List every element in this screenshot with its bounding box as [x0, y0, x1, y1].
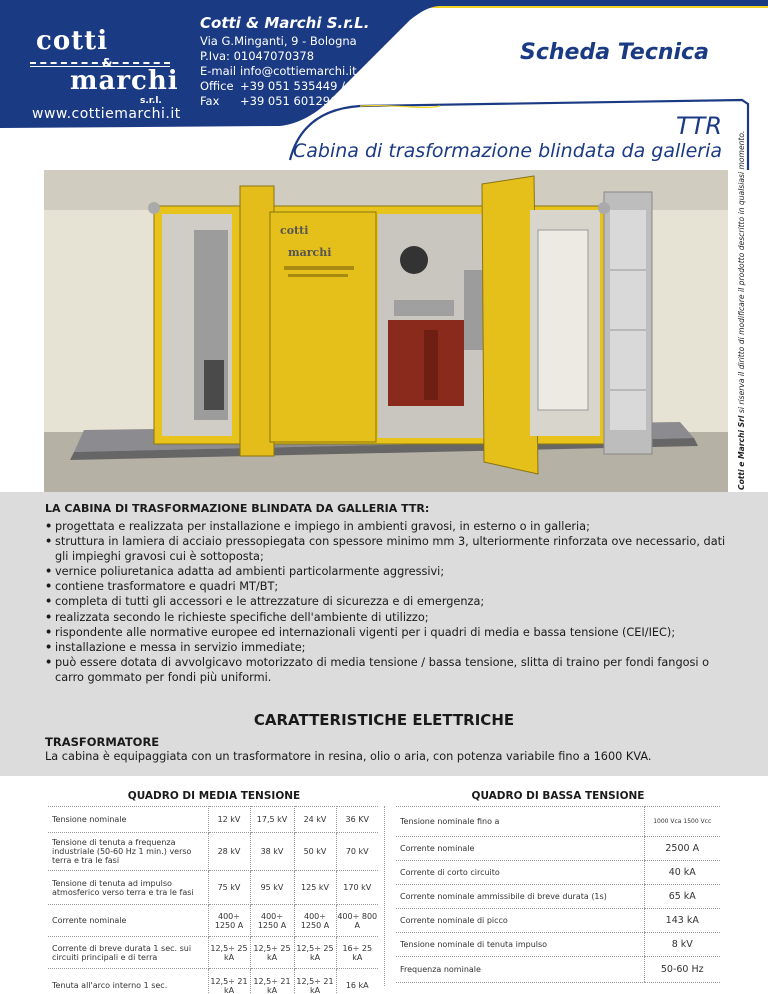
- fax-row: [200, 94, 453, 109]
- transformer-title: TRASFORMATORE: [45, 735, 160, 749]
- bt-label: Tensione nominale fino a: [396, 807, 644, 837]
- mt-table-title: QUADRO DI MEDIA TENSIONE: [127, 790, 301, 802]
- mt-value: 12,5÷ 21 kA: [250, 969, 294, 994]
- product-photo: [44, 170, 728, 492]
- product-code: TTR: [676, 112, 722, 140]
- table-row: [48, 969, 378, 994]
- mt-value: 12,5÷ 25 kA: [294, 937, 336, 969]
- piva: P.Iva: 01047070378: [200, 49, 315, 63]
- mt-value: 75 kV: [208, 871, 250, 905]
- feature-item: • struttura in lamiera di acciaio pressopiegata con spessore minimo mm 3, ulteriormente rinforzata ove necessario, dati gli impieghi gravosi cui è sottoposta;: [45, 534, 735, 564]
- bt-label: Corrente nominale di picco: [396, 909, 644, 933]
- feature-item: • può essere dotata di avvolgicavo motorizzato di media tensione / bassa tensione, slitta di traino per fondi fangosi o carro gommato per fondi più uniformi.: [45, 655, 735, 685]
- email-label: E-mail: [200, 64, 237, 78]
- table-row: [396, 885, 720, 909]
- feature-item: • vernice poliuretanica adatta ad ambienti particolarmente aggressivi;: [45, 564, 735, 579]
- table-row: [48, 905, 378, 937]
- mt-label: Tensione di tenuta a frequenza industriale (50-60 Hz 1 min.) verso terra e tra le fasi: [48, 833, 208, 871]
- bt-label: Frequenza nominale: [396, 957, 644, 983]
- table-row: [396, 807, 720, 837]
- table-row: [396, 909, 720, 933]
- address: Via G.Minganti, 9 - Bologna: [200, 34, 357, 48]
- features-heading: LA CABINA DI TRASFORMAZIONE BLINDATA DA GALLERIA TTR:: [45, 502, 430, 515]
- features-section: [0, 492, 768, 776]
- feature-item: • completa di tutti gli accessori e le attrezzature di sicurezza e di emergenza;: [45, 594, 735, 609]
- logo-ampersand: &: [102, 56, 113, 70]
- mt-value: 36 KV: [336, 807, 378, 833]
- email-link[interactable]: info@cottiemarchi.it: [240, 64, 357, 78]
- mt-value: 400÷ 1250 A: [294, 905, 336, 937]
- mt-value: 400÷ 1250 A: [208, 905, 250, 937]
- mt-value: 16÷ 25 kA: [336, 937, 378, 969]
- mt-value: 12,5÷ 25 kA: [208, 937, 250, 969]
- document-type: Scheda Tecnica: [520, 40, 709, 65]
- mt-value: 50 kV: [294, 833, 336, 871]
- mt-value: 170 kV: [336, 871, 378, 905]
- logo-text-bottom: marchi: [70, 66, 179, 96]
- disclaimer-note: [737, 131, 746, 490]
- office-row: [200, 79, 453, 94]
- electrical-title: CARATTERISTICHE ELETTRICHE: [253, 711, 515, 729]
- mt-label: Tenuta all'arco interno 1 sec.: [48, 969, 208, 994]
- table-row: [48, 871, 378, 905]
- mt-label: Corrente di breve durata 1 sec. sui circuiti principali e di terra: [48, 937, 208, 969]
- bt-label: Corrente di corto circuito: [396, 861, 644, 885]
- mt-value: 16 kA: [336, 969, 378, 994]
- feature-item: • contiene trasformatore e quadri MT/BT;: [45, 579, 735, 594]
- photo-logo-top: cotti: [280, 224, 309, 237]
- mt-value: 400÷ 800 A: [336, 905, 378, 937]
- bt-label: Corrente nominale ammissibile di breve durata (1s): [396, 885, 644, 909]
- mt-value: 17,5 kV: [250, 807, 294, 833]
- bt-value: 2500 A: [644, 837, 720, 861]
- office-label: Office: [200, 79, 234, 93]
- table-row: [48, 937, 378, 969]
- mt-label: Tensione di tenuta ad impulso atmosferico verso terra e tra le fasi: [48, 871, 208, 905]
- mt-value: 12,5÷ 21 kA: [294, 969, 336, 994]
- mt-value: 125 kV: [294, 871, 336, 905]
- table-row: [396, 837, 720, 861]
- bt-label: Corrente nominale: [396, 837, 644, 861]
- mt-value: 24 kV: [294, 807, 336, 833]
- bt-value: 50-60 Hz: [644, 957, 720, 983]
- mt-label: Tensione nominale: [48, 807, 208, 833]
- table-row: [48, 807, 378, 833]
- features-list: [45, 519, 735, 685]
- table-row: [396, 957, 720, 983]
- office-phone: +39 051 535449 / +39 051 6012247: [240, 79, 454, 93]
- company-name: Cotti & Marchi S.r.L.: [200, 14, 370, 32]
- website-link[interactable]: www.cottiemarchi.it: [32, 106, 181, 122]
- bt-table: [396, 806, 720, 983]
- disclaimer-text: si riserva il diritto di modificare il prodotto descritto in qualsiasi momento.: [737, 130, 746, 416]
- mt-label: Corrente nominale: [48, 905, 208, 937]
- email-row: [200, 64, 453, 79]
- mt-value: 38 kV: [250, 833, 294, 871]
- bt-value: 65 kA: [644, 885, 720, 909]
- disclaimer-brand: Cotti e Marchi Srl: [737, 415, 746, 490]
- bt-value: 40 kA: [644, 861, 720, 885]
- feature-item: • progettata e realizzata per installazione e impiego in ambienti gravosi, in esterno o in galleria;: [45, 519, 735, 534]
- feature-item: • rispondente alle normative europee ed internazionali vigenti per i quadri di media e bassa tensione (CEI/IEC);: [45, 625, 735, 640]
- mt-value: 28 kV: [208, 833, 250, 871]
- mt-value: 12,5÷ 25 kA: [250, 937, 294, 969]
- bt-table-title: QUADRO DI BASSA TENSIONE: [471, 790, 645, 802]
- mt-table: [48, 806, 378, 994]
- mt-value: 12,5÷ 21 kA: [208, 969, 250, 994]
- table-row: [396, 861, 720, 885]
- table-divider: [384, 806, 385, 986]
- mt-value: 400÷ 1250 A: [250, 905, 294, 937]
- logo-srl: s.r.l.: [140, 96, 162, 106]
- feature-item: • installazione e messa in servizio immediate;: [45, 640, 735, 655]
- mt-value: 70 kV: [336, 833, 378, 871]
- bt-value: 143 kA: [644, 909, 720, 933]
- feature-item: • realizzata secondo le richieste specifiche dell'ambiente di utilizzo;: [45, 610, 735, 625]
- mt-value: 95 kV: [250, 871, 294, 905]
- table-row: [396, 933, 720, 957]
- table-row: [48, 833, 378, 871]
- mt-value: 12 kV: [208, 807, 250, 833]
- transformer-text: La cabina è equipaggiata con un trasformatore in resina, olio o aria, con potenza variabile fino a 1600 KVA.: [45, 750, 652, 763]
- product-subtitle: Cabina di trasformazione blindata da galleria: [292, 140, 722, 162]
- bt-value: 8 kV: [644, 933, 720, 957]
- company-logo: [30, 22, 180, 106]
- photo-logo-bottom: marchi: [288, 246, 332, 259]
- fax-label: Fax: [200, 94, 220, 108]
- contact-block: [200, 34, 453, 109]
- bt-label: Tensione nominale di tenuta impulso: [396, 933, 644, 957]
- fax-number: +39 051 6012962: [240, 94, 345, 108]
- bt-value: 1000 Vca 1500 Vcc: [644, 807, 720, 837]
- logo-text-top: cotti: [36, 26, 109, 56]
